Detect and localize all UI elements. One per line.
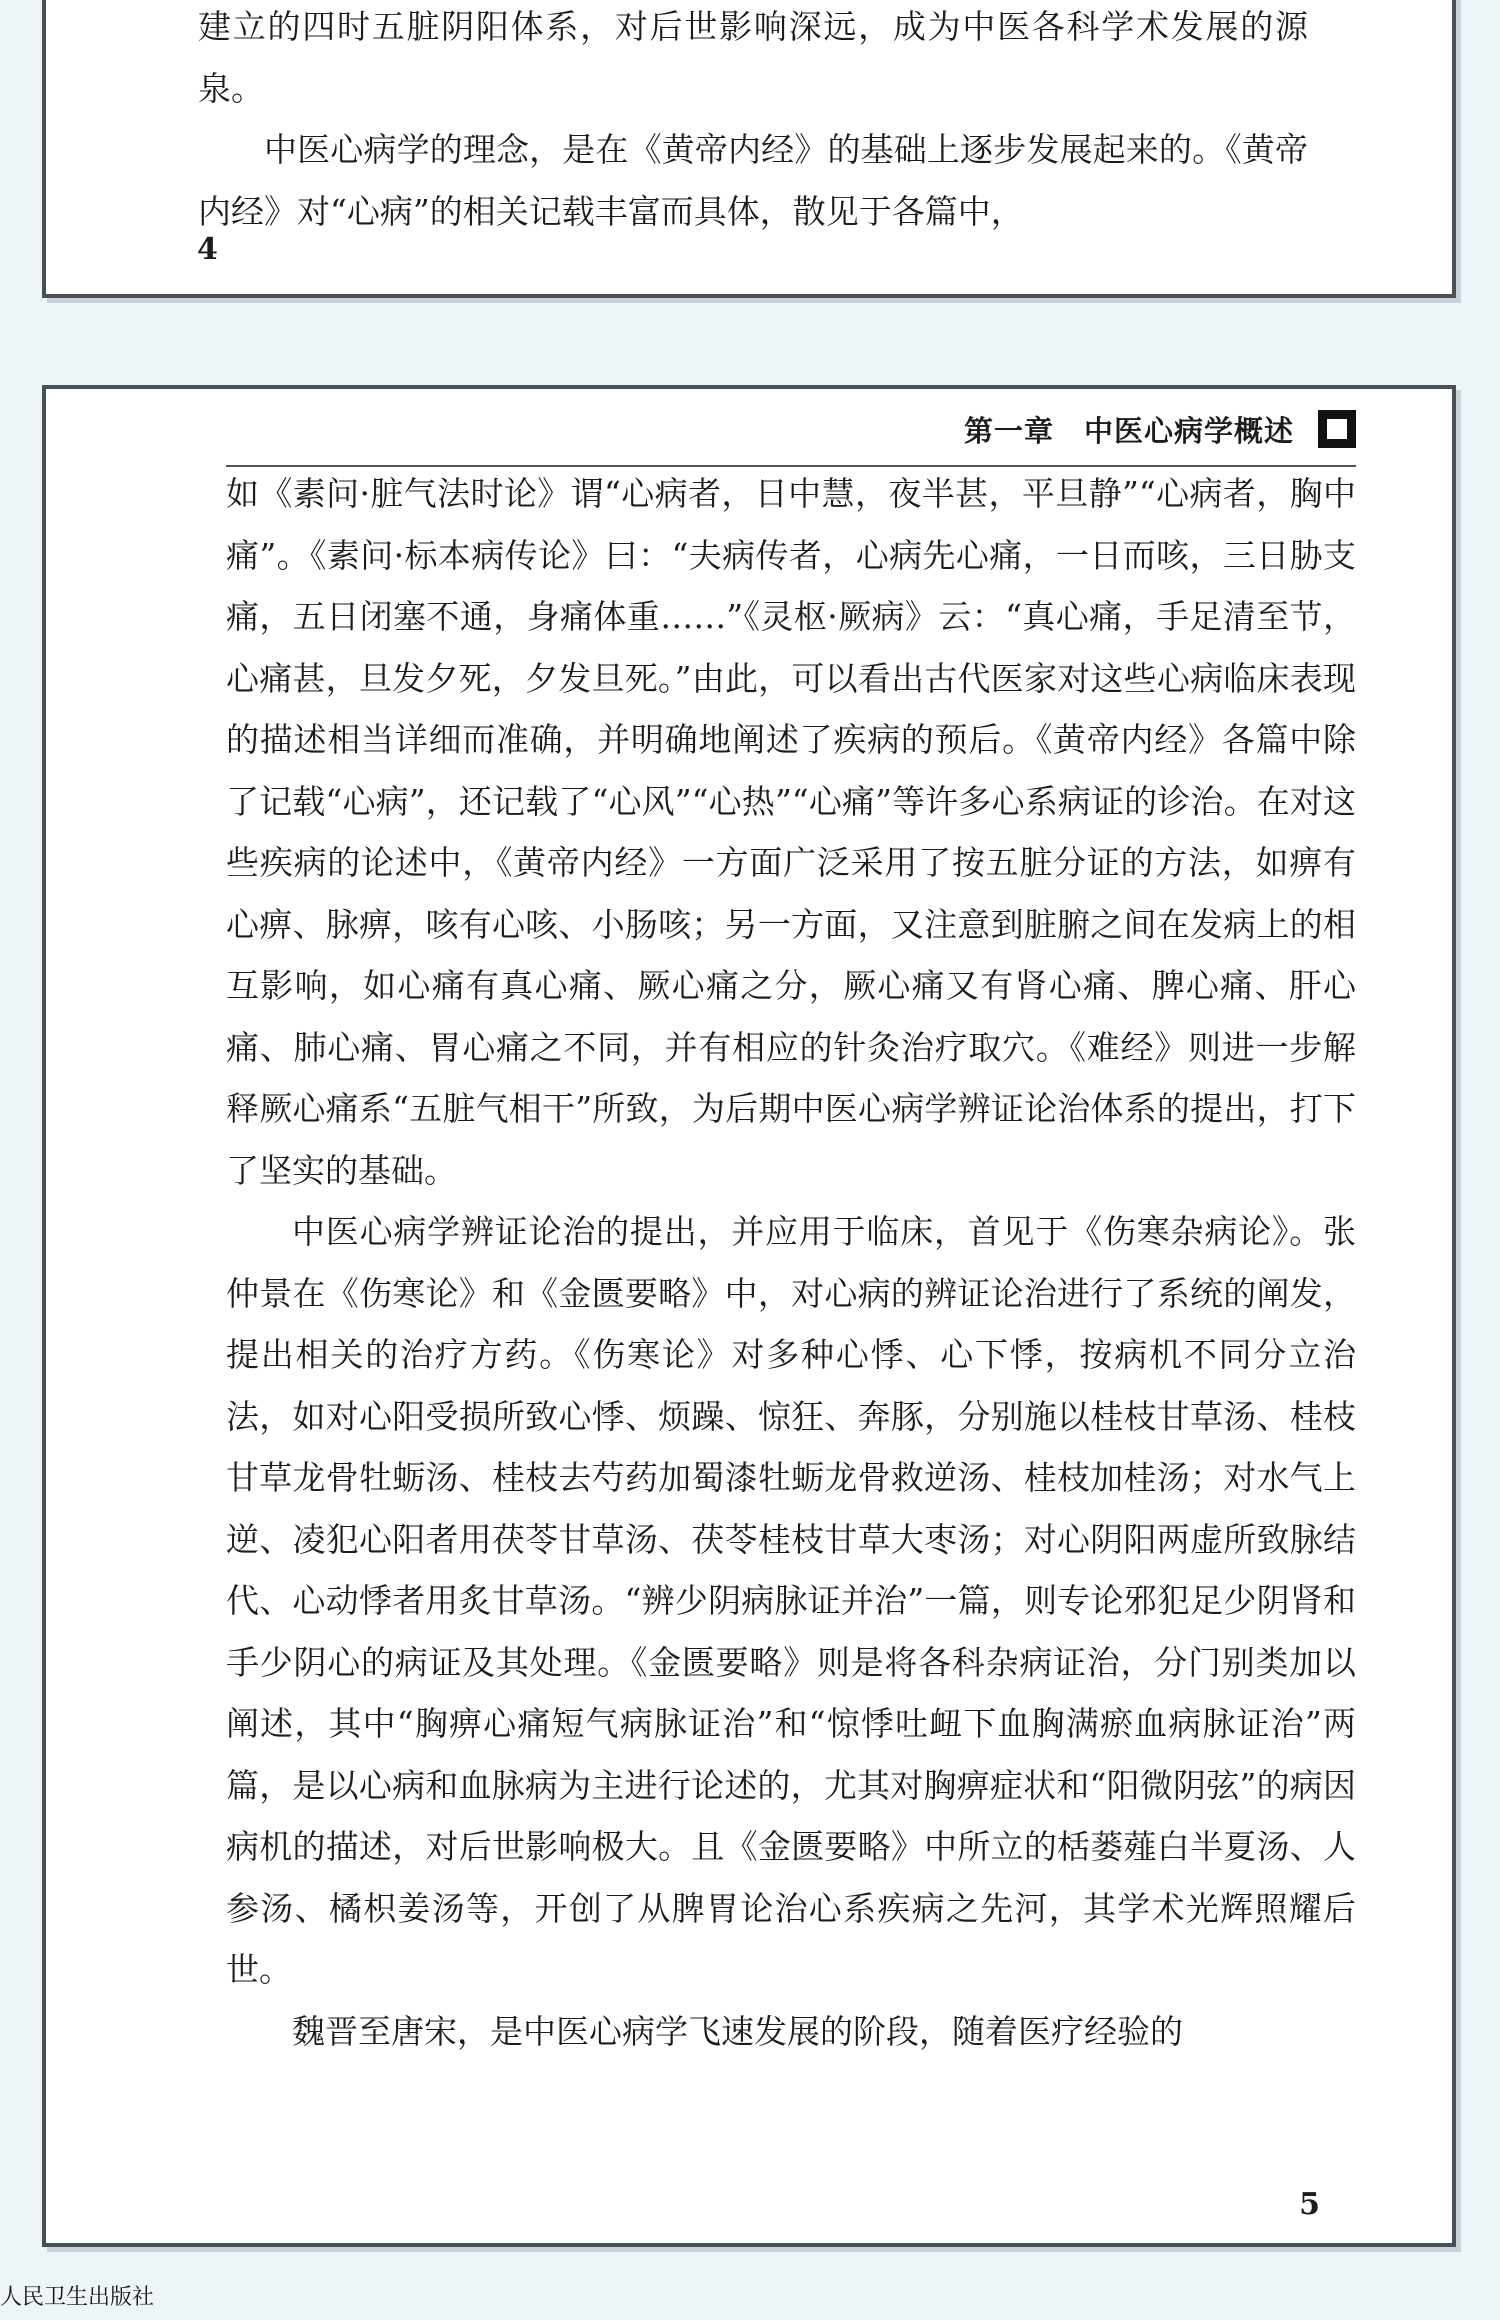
book-page-4 — [42, 0, 1456, 298]
book-page-5 — [42, 385, 1456, 2247]
paragraph: 中医心病学辨证论治的提出，并应用于临床，首见于《伤寒杂病论》。张仲景在《伤寒论》和《金匮要略》中，对心病的辨证论治进行了系统的阐发，提出相关的治疗方药。《伤寒论》对多种心悸、心下悸，按病机不同分立治法，如对心阳受损所致心悸、烦躁、惊狂、奔豚，分别施以桂枝甘草汤、桂枝甘草龙骨牡蛎汤、桂枝去芍药加蜀漆牡蛎龙骨救逆汤、桂枝加桂汤；对水气上逆、凌犯心阳者用茯苓甘草汤、茯苓桂枝甘草大枣汤；对心阴阳两虚所致脉结代、心动悸者用炙甘草汤。“辨少阴病脉证并治”一篇，则专论邪犯足少阴肾和手少阴心的病证及其处理。《金匮要略》则是将各科杂病证治，分门别类加以阐述，其中“胸痹心痛短气病脉证治”和“惊悸吐衄下血胸满瘀血病脉证治”两篇，是以心病和血脉病为主进行论述的，尤其对胸痹症状和“阳微阴弦”的病因病机的描述，对后世影响极大。且《金匮要略》中所立的栝蒌薤白半夏汤、人参汤、橘枳姜汤等，开创了从脾胃论治心系疾病之先河，其学术光辉照耀后世。 — [226, 1212, 1356, 1989]
page-4-text — [198, 0, 1308, 242]
paragraph: 如《素问·脏气法时论》谓“心病者，日中慧，夜半甚，平旦静”“心病者，胸中痛”。《素问·标本病传论》曰：“夫病传者，心病先心痛，一日而咳，三日胁支痛，五日闭塞不通，身痛体重……”《灵枢·厥病》云：“真心痛，手足清至节，心痛甚，旦发夕死，夕发旦死。”由此，可以看出古代医家对这些心病临床表现的描述相当详细而准确，并明确地阐述了疾病的预后。《黄帝内经》各篇中除了记载“心病”，还记载了“心风”“心热”“心痛”等许多心系病证的诊治。在对这些疾病的论述中，《黄帝内经》一方面广泛采用了按五脏分证的方法，如痹有心痹、脉痹，咳有心咳、小肠咳；另一方面，又注意到脏腑之间在发病上的相互影响，如心痛有真心痛、厥心痛之分，厥心痛又有肾心痛、脾心痛、肝心痛、肺心痛、胃心痛之不同，并有相应的针灸治疗取穴。《难经》则进一步解释厥心痛系“五脏气相干”所致，为后期中医心病学辨证论治体系的提出，打下了坚实的基础。 — [226, 474, 1356, 1190]
chapter-title: 第一章 中医心病学概述 — [963, 414, 1294, 448]
page-5-text — [226, 463, 1356, 2062]
square-marker-icon — [1318, 410, 1356, 448]
page-number: 5 — [1299, 2187, 1320, 2222]
page-number: 4 — [197, 232, 218, 267]
running-header — [226, 399, 1356, 467]
publisher-caption: 人民卫生出版社 — [0, 2285, 155, 2310]
paragraph: 魏晋至唐宋，是中医心病学飞速发展的阶段，随着医疗经验的 — [292, 2011, 1183, 2051]
paragraph: 建立的四时五脏阴阳体系，对后世影响深远，成为中医各科学术发展的源泉。 — [198, 7, 1308, 108]
paragraph: 中医心病学的理念，是在《黄帝内经》的基础上逐步发展起来的。《黄帝内经》对“心病”的相关记载丰富而具体，散见于各篇中， — [198, 130, 1308, 231]
